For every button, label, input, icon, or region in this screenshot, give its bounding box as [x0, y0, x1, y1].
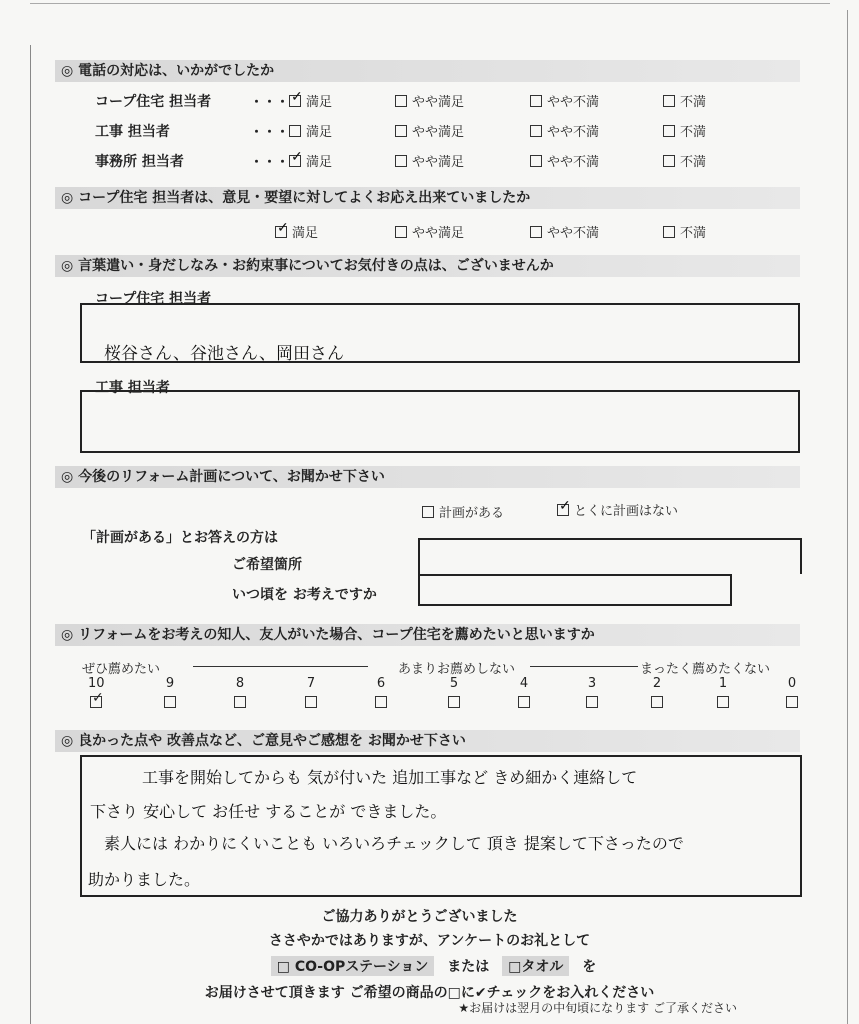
scale-right-label: まったく薦めたくない — [640, 662, 771, 677]
phone-coop-satisfied[interactable] — [250, 91, 332, 110]
checkbox[interactable] — [530, 95, 542, 107]
page-edge-top — [30, 0, 830, 4]
scale-checkbox-8[interactable] — [234, 696, 246, 708]
reform-place-field[interactable] — [418, 538, 802, 574]
option-label: 満足 — [306, 95, 333, 110]
comment-line-4: 助かりました。 — [88, 870, 201, 889]
checkbox[interactable] — [663, 125, 675, 137]
gift-or: または — [447, 959, 490, 975]
checkbox[interactable] — [422, 506, 434, 518]
checkbox[interactable] — [530, 226, 542, 238]
scale-checkbox-1[interactable] — [717, 696, 729, 708]
checkbox-checked[interactable] — [289, 155, 301, 167]
scale-line-right — [530, 666, 638, 667]
checkbox[interactable] — [289, 125, 301, 137]
scale-number-8: 8 — [235, 676, 245, 691]
manners-koji-label: 工事 担当者 — [95, 380, 170, 396]
option-label: 不満 — [680, 125, 707, 140]
phone-coop-somewhat-satisfied[interactable] — [395, 91, 464, 110]
comment-line-1: 工事を開始してからも 気が付いた 追加工事など きめ細かく連絡して — [142, 768, 638, 787]
reform-when-field[interactable] — [418, 574, 732, 606]
phone-row-label-office: 事務所 担当者 — [95, 154, 184, 170]
reform-place-label: ご希望箇所 — [232, 557, 302, 573]
closing-line4: お届けさせて頂きます ご希望の商品の□に✔チェックをお入れください — [204, 985, 655, 1001]
scale-checkbox-4[interactable] — [518, 696, 530, 708]
phone-koji-satisfied[interactable] — [250, 121, 332, 140]
scale-checkbox-0[interactable] — [786, 696, 798, 708]
checkbox[interactable] — [663, 226, 675, 238]
reform-option-noplan[interactable] — [557, 500, 678, 519]
section-manners-heading: ◎ 言葉遣い・身だしなみ・お約束事についてお気付きの点は、ございませんか — [55, 255, 800, 277]
scale-number-6: 6 — [376, 676, 386, 691]
scale-number-2: 2 — [652, 676, 662, 691]
closing-gift-row — [0, 956, 859, 976]
checkbox[interactable] — [530, 155, 542, 167]
checkbox[interactable] — [395, 95, 407, 107]
section-comments-heading: ◎ 良かった点や 改善点など、ご意見やご感想を お聞かせ下さい — [55, 730, 800, 752]
phone-office-somewhat-satisfied[interactable] — [395, 151, 464, 170]
closing-note: ★お届けは翌月の中旬頃になります ご了承ください — [458, 1001, 737, 1015]
response-somewhat-satisfied[interactable] — [395, 222, 464, 241]
manners-coop-label: コープ住宅 担当者 — [95, 291, 212, 307]
option-label: 不満 — [680, 155, 707, 170]
section-recommend-heading: ◎ リフォームをお考えの知人、友人がいた場合、コープ住宅を薦めたいと思いますか — [55, 624, 800, 646]
checkbox-checked[interactable] — [275, 226, 287, 238]
checkbox[interactable] — [395, 125, 407, 137]
option-label: やや不満 — [547, 95, 600, 110]
page-edge-right — [847, 10, 848, 1024]
section-phone-heading: ◎ 電話の対応は、いかがでしたか — [55, 60, 800, 82]
phone-coop-somewhat-dissatisfied[interactable] — [530, 91, 599, 110]
phone-office-somewhat-dissatisfied[interactable] — [530, 151, 599, 170]
option-label: 満足 — [306, 125, 333, 140]
scale-checkbox-6[interactable] — [375, 696, 387, 708]
option-label: やや不満 — [547, 155, 600, 170]
leader-dots: ・・・ — [250, 155, 290, 170]
checkbox[interactable] — [663, 155, 675, 167]
scale-left-label: ぜひ薦めたい — [82, 662, 161, 677]
option-label: やや満足 — [412, 155, 465, 170]
reform-when-label: いつ頃を お考えですか — [232, 587, 377, 603]
scale-checkbox-3[interactable] — [586, 696, 598, 708]
manners-coop-field[interactable] — [80, 303, 800, 363]
closing-line2: ささやかではありますが、アンケートのお礼として — [268, 933, 591, 949]
scale-number-0: 0 — [787, 676, 797, 691]
scale-number-5: 5 — [449, 676, 459, 691]
option-label: やや満足 — [412, 125, 465, 140]
scale-number-7: 7 — [306, 676, 316, 691]
response-satisfied[interactable] — [275, 222, 318, 241]
scale-checkbox-10[interactable] — [90, 696, 102, 708]
manners-coop-text: 桜谷さん、谷池さん、岡田さん — [104, 344, 345, 364]
checkbox[interactable] — [663, 95, 675, 107]
scale-checkbox-9[interactable] — [164, 696, 176, 708]
scale-checkbox-7[interactable] — [305, 696, 317, 708]
scale-number-1: 1 — [718, 676, 728, 691]
phone-office-satisfied[interactable] — [250, 151, 332, 170]
checkbox-checked[interactable] — [557, 504, 569, 516]
scale-line-left — [193, 666, 368, 667]
leader-dots: ・・・ — [250, 125, 290, 140]
option-label: 不満 — [680, 226, 707, 241]
scale-number-9: 9 — [165, 676, 175, 691]
option-label: やや不満 — [547, 226, 600, 241]
option-label: やや満足 — [412, 95, 465, 110]
manners-koji-field[interactable] — [80, 390, 800, 453]
option-label: やや満足 — [412, 226, 465, 241]
section-reform-heading: ◎ 今後のリフォーム計画について、お聞かせ下さい — [55, 466, 800, 488]
scale-mid-label: あまりお薦めしない — [398, 662, 516, 677]
reform-plan-prompt: 「計画がある」とお答えの方は — [82, 530, 278, 546]
comment-line-2: 下さり 安心して お任せ することが できました。 — [90, 802, 447, 821]
response-somewhat-dissatisfied[interactable] — [530, 222, 599, 241]
checkbox-checked[interactable] — [289, 95, 301, 107]
scale-checkbox-2[interactable] — [651, 696, 663, 708]
phone-coop-dissatisfied[interactable] — [663, 91, 706, 110]
scale-number-10: 10 — [88, 676, 105, 691]
response-dissatisfied[interactable] — [663, 222, 706, 241]
phone-koji-dissatisfied[interactable] — [663, 121, 706, 140]
phone-office-dissatisfied[interactable] — [663, 151, 706, 170]
option-label: やや不満 — [547, 125, 600, 140]
option-label: とくに計画はない — [574, 504, 679, 519]
comment-line-3: 素人には わかりにくいことも いろいろチェックして 頂き 提案して下さったので — [104, 834, 684, 853]
phone-koji-somewhat-dissatisfied[interactable] — [530, 121, 599, 140]
scale-number-4: 4 — [519, 676, 529, 691]
section-response-heading: ◎ コープ住宅 担当者は、意見・要望に対してよくお応え出来ていましたか — [55, 187, 800, 209]
gift-option-towel[interactable]: □タオル — [502, 956, 569, 976]
gift-option-coop-station[interactable]: □ CO-OPステーション — [271, 956, 435, 976]
checkbox[interactable] — [395, 226, 407, 238]
phone-row-label-coop: コープ住宅 担当者 — [95, 94, 212, 110]
checkbox[interactable] — [530, 125, 542, 137]
option-label: 不満 — [680, 95, 707, 110]
closing-thanks: ご協力ありがとうございました — [321, 909, 518, 925]
checkbox[interactable] — [395, 155, 407, 167]
option-label: 満足 — [306, 155, 333, 170]
scale-checkbox-5[interactable] — [448, 696, 460, 708]
gift-wo: を — [582, 959, 597, 975]
scale-number-3: 3 — [587, 676, 597, 691]
option-label: 満足 — [292, 226, 319, 241]
page-edge-left — [30, 45, 31, 1024]
leader-dots: ・・・ — [250, 95, 290, 110]
option-label: 計画がある — [439, 506, 505, 521]
phone-koji-somewhat-satisfied[interactable] — [395, 121, 464, 140]
phone-row-label-koji: 工事 担当者 — [95, 124, 170, 140]
comments-field[interactable] — [80, 755, 802, 897]
reform-option-plan[interactable] — [422, 502, 504, 521]
